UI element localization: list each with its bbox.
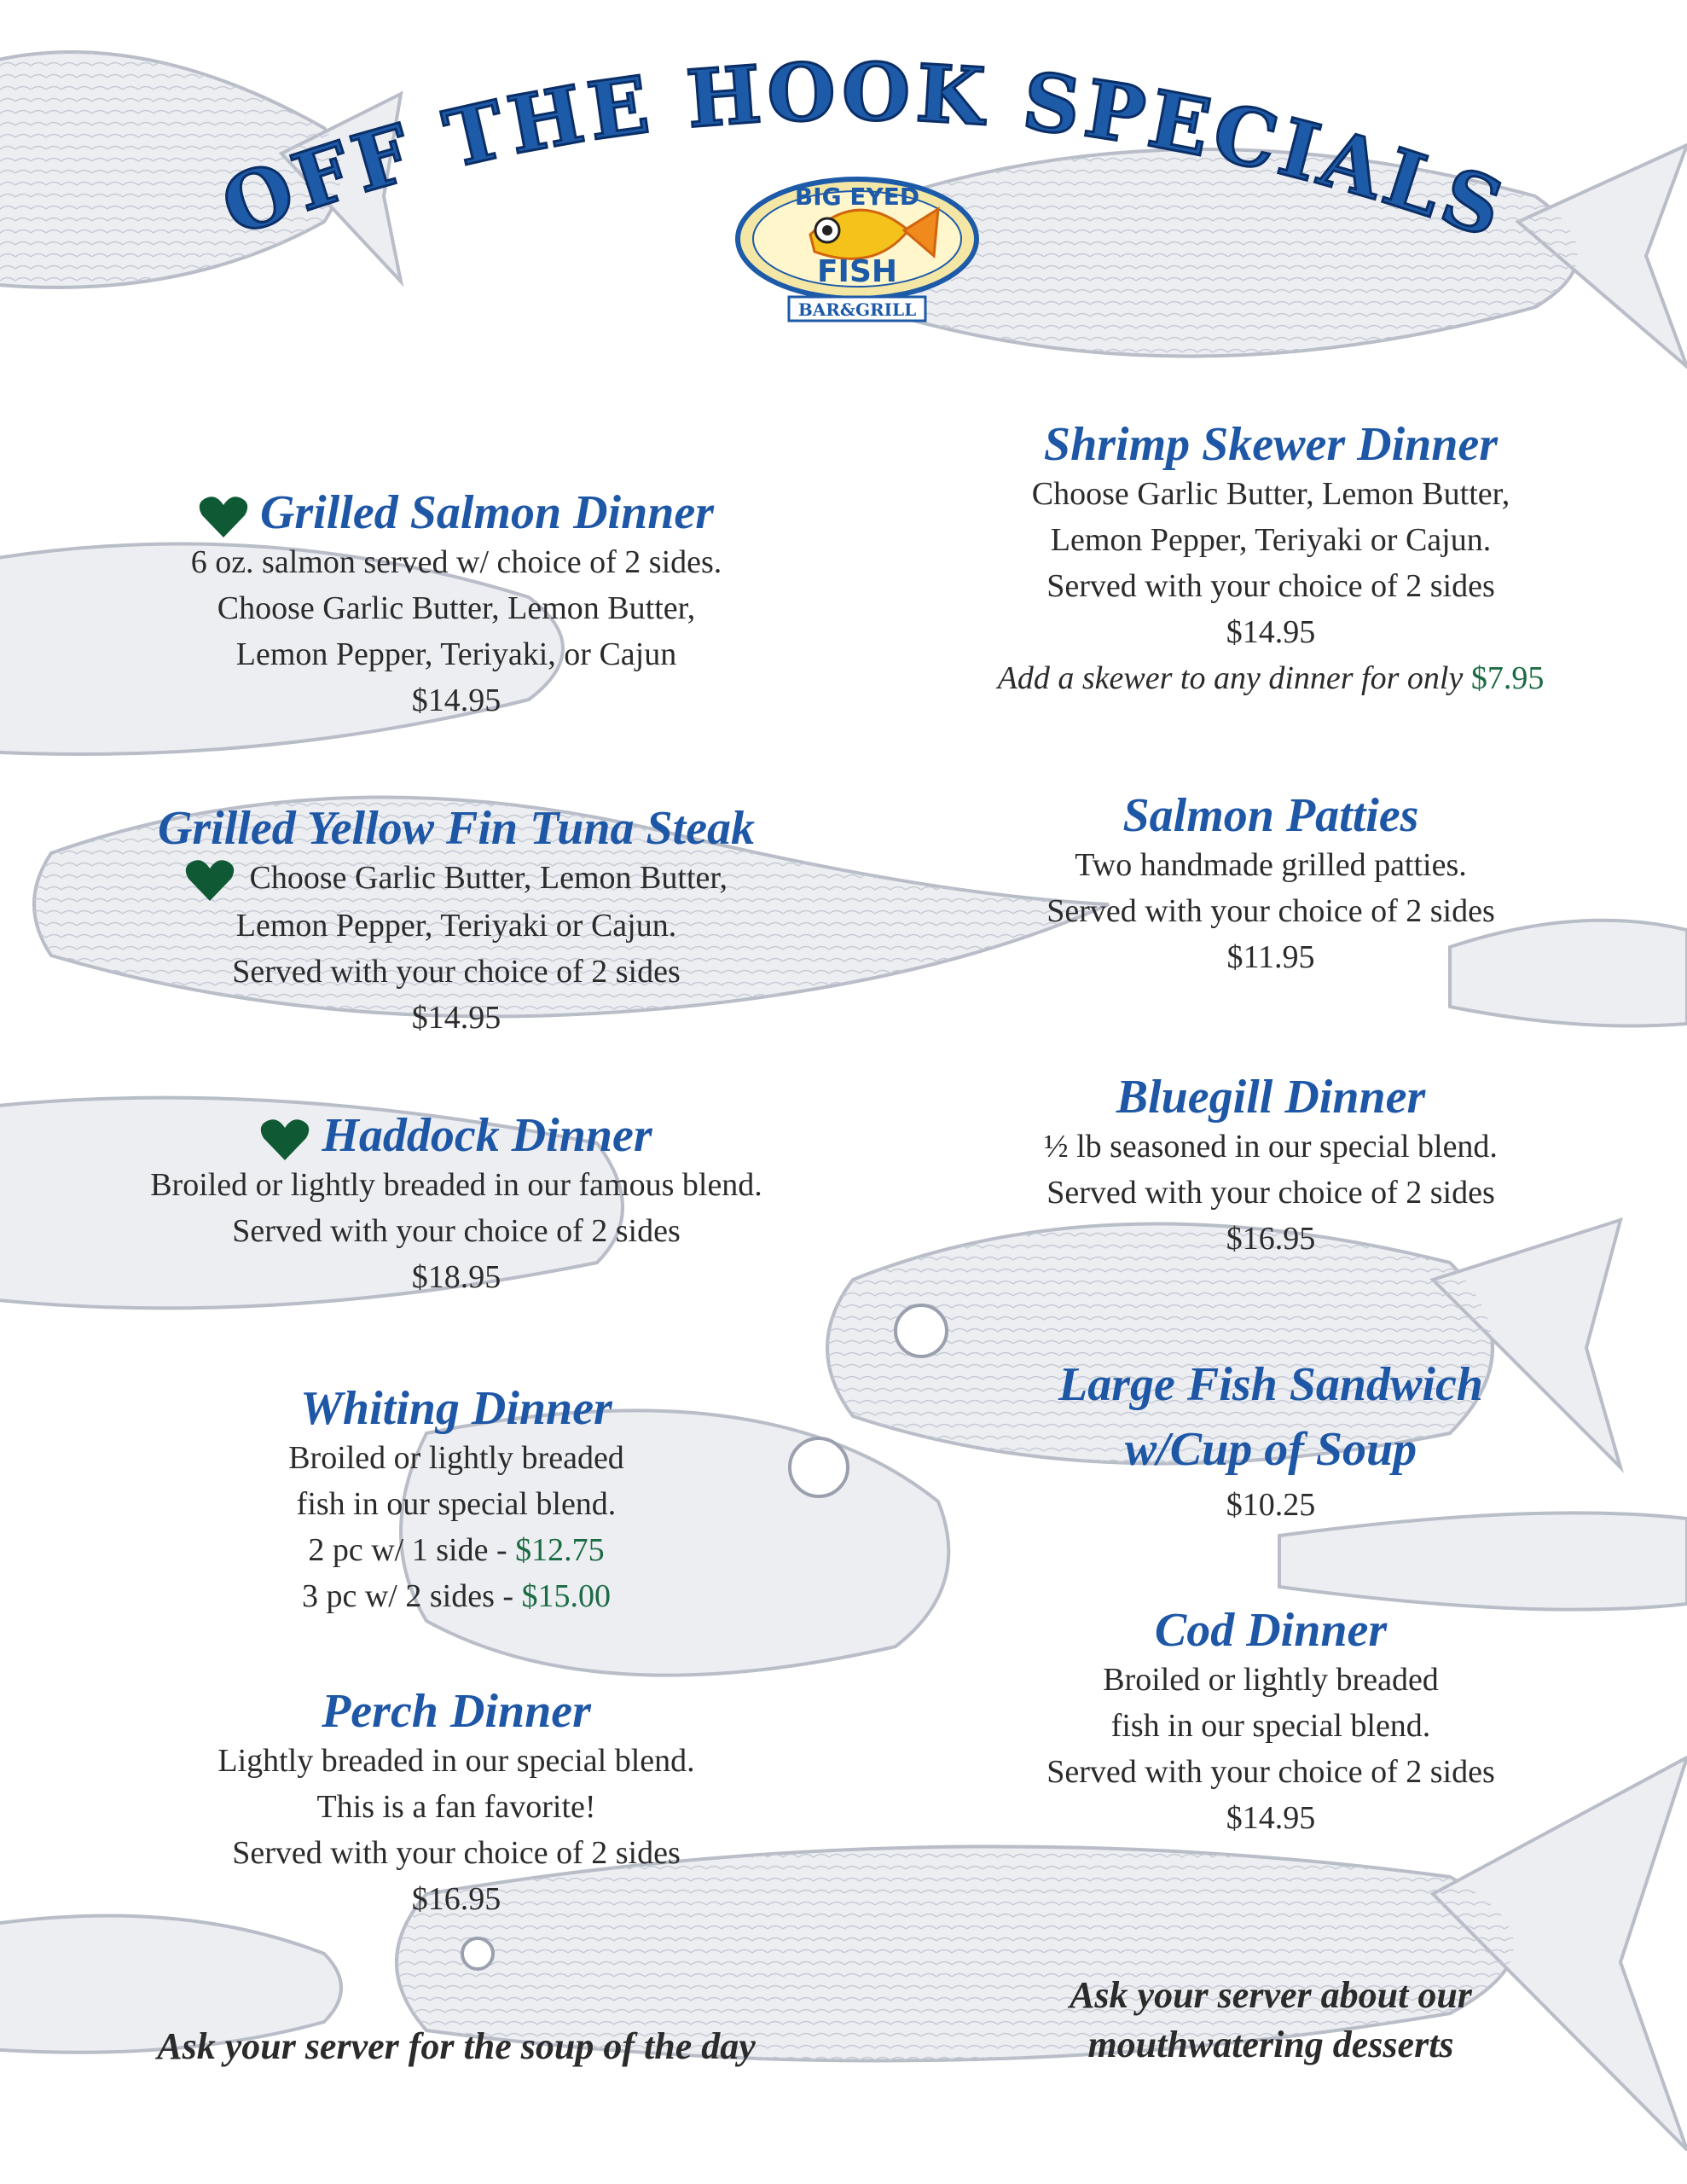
svg-text:BIG EYED: BIG EYED	[794, 183, 920, 211]
item-price: $15.00	[521, 1578, 612, 1614]
menu-item-haddock	[34, 1109, 878, 1300]
item-price: $18.95	[411, 1259, 501, 1296]
item-description-line: Served with your choice of 2 sides	[1046, 1754, 1495, 1790]
item-description-line: fish in our special blend.	[296, 1486, 617, 1522]
item-name: Grilled Yellow Fin Tuna Steak	[157, 802, 756, 855]
big-eyed-fish-logo	[729, 171, 985, 324]
menu-item-whiting	[51, 1382, 861, 1619]
item-description-line: Choose Garlic Butter, Lemon Butter,	[249, 860, 728, 896]
menu-item-perch	[51, 1685, 861, 1922]
menu-item-grilled-salmon	[51, 486, 861, 723]
item-description-line: fish in our special blend.	[1110, 1708, 1431, 1744]
item-description-line: Lightly breaded in our special blend.	[217, 1743, 695, 1779]
item-name: Bluegill Dinner	[1116, 1071, 1426, 1124]
svg-text:FISH: FISH	[816, 254, 898, 289]
item-price: $16.95	[411, 1881, 501, 1917]
item-description-line: Choose Garlic Butter, Lemon Butter,	[217, 590, 696, 627]
item-addon-note: Add a skewer to any dinner for only $7.95	[997, 660, 1545, 696]
menu-item-large-fish-sandwich	[887, 1352, 1655, 1528]
item-option-line: 3 pc w/ 2 sides - $15.00	[301, 1578, 612, 1614]
item-name: w/Cup of Soup	[1124, 1423, 1417, 1476]
item-description-line: Broiled or lightly breaded in our famous blend.	[150, 1167, 762, 1204]
menu-item-salmon-patties	[887, 789, 1655, 980]
item-description-line: Lemon Pepper, Teriyaki or Cajun.	[1050, 522, 1492, 558]
item-description-line: This is a fan favorite!	[316, 1789, 596, 1825]
item-name: Perch Dinner	[322, 1685, 591, 1738]
item-price: $11.95	[1226, 939, 1315, 975]
item-price: $12.75	[515, 1532, 605, 1568]
item-name: Grilled Salmon Dinner	[259, 486, 715, 539]
item-description-line: Served with your choice of 2 sides	[1046, 1175, 1495, 1211]
item-description-line: ½ lb seasoned in our special blend.	[1044, 1129, 1498, 1165]
item-description-line: 6 oz. salmon served w/ choice of 2 sides.	[190, 544, 722, 581]
heart-icon	[260, 1118, 310, 1162]
item-description-line: Lemon Pepper, Teriyaki, or Cajun	[235, 636, 677, 673]
svg-text:OFF THE HOOK SPECIALS: OFF THE HOOK SPECIALS	[210, 45, 1519, 258]
item-description-line: Broiled or lightly breaded	[288, 1440, 624, 1476]
item-price: $14.95	[1226, 1800, 1316, 1836]
item-description-line: Lemon Pepper, Teriyaki or Cajun.	[235, 908, 677, 944]
item-description-line: Served with your choice of 2 sides	[232, 954, 681, 990]
item-description-line: Served with your choice of 2 sides	[232, 1213, 681, 1250]
menu-item-bluegill	[887, 1071, 1655, 1262]
soup-of-the-day-note: Ask your server for the soup of the day	[157, 2025, 756, 2067]
menu-item-shrimp-skewer	[887, 418, 1655, 701]
svg-text:BAR&GRILL: BAR&GRILL	[797, 299, 917, 320]
item-price: $10.25	[1226, 1487, 1316, 1523]
item-name: Whiting Dinner	[300, 1382, 612, 1435]
item-description-line: Choose Garlic Butter, Lemon Butter,	[1031, 476, 1510, 512]
item-description-line: Served with your choice of 2 sides	[1046, 568, 1495, 604]
menu-item-yellow-fin-tuna	[51, 802, 861, 1041]
item-name: Haddock Dinner	[322, 1109, 652, 1162]
item-name: Cod Dinner	[1154, 1604, 1388, 1657]
item-description-line: Served with your choice of 2 sides	[232, 1835, 681, 1871]
item-name: Shrimp Skewer Dinner	[1043, 418, 1499, 471]
item-description-line: Broiled or lightly breaded	[1103, 1662, 1439, 1698]
item-price: $7.95	[1470, 660, 1545, 696]
item-price: $14.95	[1226, 614, 1316, 650]
item-price: $14.95	[411, 1000, 501, 1037]
menu-item-cod	[887, 1604, 1655, 1841]
item-price: $16.95	[1226, 1221, 1316, 1257]
item-name: Salmon Patties	[1122, 789, 1419, 842]
heart-icon	[199, 495, 248, 539]
item-name: Large Fish Sandwich	[1058, 1358, 1483, 1411]
item-price: $14.95	[411, 682, 501, 719]
item-description-line: Two handmade grilled patties.	[1075, 847, 1467, 883]
desserts-note: Ask your server about our mouthwatering desserts	[1070, 1974, 1472, 2065]
heart-icon	[185, 858, 235, 903]
item-option-line: 2 pc w/ 1 side - $12.75	[308, 1532, 605, 1568]
item-description-line: Served with your choice of 2 sides	[1046, 893, 1495, 929]
